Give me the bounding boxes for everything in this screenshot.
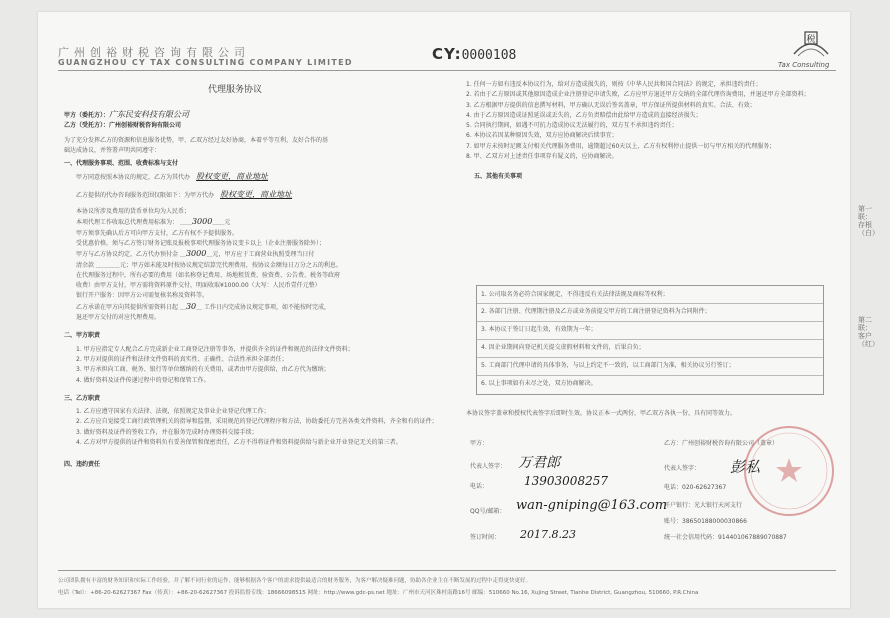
company-name-cn: 广州创裕财税咨询有限公司 [58,46,250,59]
sig-account: 账号：38650188000030866 [664,518,747,525]
s4-item-8: 甲、乙双方对上述责任事项存有疑义的，应协商解决。 [473,153,618,161]
s1-item-6: 乙方承诺在甲方向其提供所需资料日起 [76,303,179,311]
side-label-customer: 第二联：客户（红） [858,316,879,348]
document-number [432,45,516,63]
s1-item-4: 本项代理工作收取总代理费用标准为： [76,219,179,227]
handwritten-name-b: 彭私 [730,458,761,476]
agreement-title: 代理服务协议 [208,85,263,95]
s5-item-6: 以上事项如有未尽之处，双方协商解决。 [488,380,597,387]
left-column: 甲方（委托方）：广东民安科技有限公司 乙方（受托方）：广州创裕财税咨询有限公司 为了充分发挥乙方的资源和信息服务优势，甲、乙双方经过友好协商，本着平等互利、友好合作的基 础达成协议，并签署声明共同遵守： 一、代理服务事项、范围、收费标准与支付 甲方同意按照本协议的规定，乙方为其代办 股权变更，商业地址 乙方提供的代办咨询服务范围仅限如下：为甲方代办 股权变更，商业地址 本协议所涉及费用的货币单位均为人民币； 本项代理工作收取总代理费用标准为： ＿＿3000＿＿元 甲方须事先确认后方可向甲方支付，乙方有权不予提供服务。 受优惠价格，须与乙方签订财务记账及报税事项代理服务协议变卡以上（企业注册服务除外）； 甲方与乙方协议约定，乙方代办预付金 ＿3000＿元，甲方应于工商营业执照受理当日付 清余款 ＿＿＿＿元；甲方如未能及时按协议规定结算完代理费用，按协议金额每日万分之五的利息。 在代理服务过程中，所有必要的费用（如名称登记费用、场地租赁费、验资费、公告费、税务等政府 收费）由甲方支付，甲方需将资料原件交付，明面收取¥1000.00（大写：人民币壹仟元整） 银行开户服务：因甲方公司需复核名称及资料等。 乙方承诺在甲方向其提供所需资料日起 ＿30＿ 工作日内完成协议规定事项，如不能按时完成， 退还甲方交付的对应代理费用。 二、甲方职责 1. 甲方应指定专人配合乙方完成新企业工商登记注册等事务，并提供齐全的证件和规范的法律文件资料； 2. 甲方对提供的证件和法律文件资料的真实性、正确性、合法性承担全部责任； 3. 甲方承担向工商、税务、银行等单位缴纳的有关费用，或者由甲方提供给，由乙方代为缴纳； 4. 做好资料及证件传递过程中的登记和保管工作。 三、乙方职责 1. 乙方应遵守国家有关法律、法规，依照规定及事业企业登记代理工作； 2. 乙方应自觉接受工商行政管理机关的指导和监督，采用规范的登记代理程序和方法，协助委托方完善各类文件资料，齐全和有的证件； 3. 做好资料及证件的签收工作，并在服务完成时办理资料交接手续； 4. 乙方对甲方提供的证件和资料负有妥善保管和保密责任，乙方不得将证件和资料提供给与新企业开业登记无关的第三者。 四、违约责任 [64,100,460,471]
s2-item-3: 甲方承担向工商、税务、银行等单位缴纳的有关费用，或者由甲方提供给，由乙方代为缴纳； [83,366,330,374]
logo-caption: Tax Consulting [778,61,830,69]
s5-item-5: 工商部门代理申请的具体事务，与以上约定不一致的，以工商部门为准，相关协议另行签订； [488,362,735,369]
party-b-value: 广州创裕财税咨询有限公司 [109,122,182,130]
company-seal-icon [742,424,836,518]
header-divider [58,70,836,71]
party-a-label: 甲方（委托方）： [64,112,110,119]
s4-item-2: 若由于乙方原因或其他原因造成企业注册登记申请失败，乙方应甲方退还甲方交纳的全部代理咨询费用，并退还甲方全部资料； [473,91,810,99]
side-label-stub: 第一联：存根（白） [858,205,879,237]
sig-phone-b: 电话：020-62627367 [664,484,727,491]
footer-line-1: 公司团队拥有丰富的财务知识和实际工作经验，并了解不同行业的运作，能够根据各个客户的需求提供最适合的财务服务，为客户解决疑难问题，协助各企业主在不断发展的过程中走得更快更好。 [58,578,532,584]
s5-item-2: 各部门注册、代理期注册及乙方或业务前提交甲方的工商注册登记资料为合同附件； [488,308,711,315]
s2-item-4: 做好资料及证件传递过程中的登记和保管工作。 [83,376,210,384]
s3-item-4: 乙方对甲方提供的证件和资料负有妥善保管和保密责任，乙方不得将证件和资料提供给与新企业开业登记无关的第三者。 [83,439,402,447]
closing-statement: 本协议签字盖章和授权代表签字后即时生效。协议正本一式两份，甲乙双方各执一份，具有同等效力。 [466,410,737,417]
sig-rep-a: 代表人签字： [470,463,507,470]
s1-item-2: 乙方提供的代办咨询服务范围仅限如下：为甲方代办 [76,191,215,199]
sig-party-b: 乙方：广州创裕财税咨询有限公司（盖章） [664,440,779,447]
company-name-en: GUANGZHOU CY TAX CONSULTING COMPANY LIMITED [58,58,353,67]
s4-item-6: 本协议若因某种原因失效，双方应协商解决后续事宜； [473,132,618,140]
sig-rep-b: 代表人签字： [664,465,701,472]
s1-fee: 3000 [191,217,213,227]
svg-text:税: 税 [806,35,816,45]
sig-phone-a: 电话： [470,483,489,490]
sig-bank: 开户银行：光大银行天河支行 [664,502,743,509]
handwritten-email: wan-gniping@163.com [516,498,668,513]
handwritten-phone-a: 13903008257 [524,474,608,488]
sig-date: 签订时间： [470,534,501,541]
s1-handwriting-2: 股权变更，商业地址 [220,189,293,199]
s3-item-2: 乙方应自觉接受工商行政管理机关的指导和监督，采用规范的登记代理程序和方法，协助委托方完善各类文件资料，齐全和有的证件； [83,418,438,426]
s2-item-2: 甲方对提供的证件和法律文件资料的真实性、正确性、合法性承担全部责任； [83,355,288,363]
sig-credit-code: 统一社会信用代码：914401067889070887 [664,534,787,541]
s5-item-4: 因企业期间向登记机关提交虚假材料和文件的，后果自负； [488,344,645,351]
s1-item-1: 甲方同意按照本协议的规定，乙方为其代办 [76,174,191,182]
s3-item-3: 做好资料及证件的签收工作，并在服务完成时办理资料交接手续； [83,428,258,436]
sig-party-a: 甲方： [470,440,489,447]
s5-item-1: 公司取名务必符合国家规定，不得违反有关法律法规及商标等权利； [488,291,669,298]
company-logo-icon [790,28,832,62]
section-3-title: 三、乙方职责 [64,394,101,402]
s4-item-3: 乙方根据甲方提供的信息撰写材料，甲方确认无误后签名盖章，甲方保证所提供材料的真实、合法、有效； [473,101,756,109]
s4-item-5: 合同执行期间，如遇不可抗力造成协议无法履行的，双方互不承担违约责任； [473,122,678,130]
party-a-value: 广东民安科技有限公司 [109,110,190,119]
intro-line-1: 为了充分发挥乙方的资源和信息服务优势，甲、乙双方经过友好协商，本着平等互利、友好合作的基 [64,136,329,144]
party-b-label: 乙方（受托方）： [64,122,110,130]
document-serial: 0000108 [461,48,517,63]
footer-line-2: 电话（Tel）：+86-20-62627367 Fax（传真）：+86-20-62627367 投诉监督专线：18666098515 网址：http://www.gdc-ps.net 地址：广州市天河区珠村南路16号 邮编：510660 No.16, Xujing Street, Tianhe District, Guangzhou, 510660, P.R.China [58,590,699,596]
s1-item-5: 甲方与乙方协议约定，乙方代办预付金 [76,251,179,259]
s1-item-3: 本协议所涉及费用的货币单位均为人民币； [76,208,191,216]
s4-item-4: 由于乙方原因造成证照延误或丢失的，乙方负责赔偿由此给甲方造成的直接经济损失； [473,111,702,119]
s5-item-3: 本协议于签订日起生效，有效期为一年； [488,326,597,333]
s2-item-1: 甲方应指定专人配合乙方完成新企业工商登记注册等事务，并提供齐全的证件和规范的法律文件资料； [83,345,354,353]
handwritten-name-a: 万君郎 [518,455,560,471]
section-4-title: 四、违约责任 [64,461,101,469]
footer-divider [58,570,836,571]
s1-handwriting-1: 股权变更，商业地址 [196,172,269,182]
section-1-title: 一、代理服务事项、范围、收费标准与支付 [64,160,179,168]
handwritten-date: 2017.8.23 [520,528,576,541]
section-5-title: 五、其他有关事项 [474,173,523,181]
s4-item-7: 如甲方未按时足额支付相关代理服务费用，逾期超过60天以上，乙方有权利停止提供一切与甲方相关的代理服务； [473,142,776,150]
sig-qq-email: QQ号/邮箱： [470,508,506,515]
other-matters-table: 1. 公司取名务必符合国家规定，不得违反有关法律法规及商标等权利； 2. 各部门注册、代理期注册及乙方或业务前提交甲方的工商注册登记资料为合同附件； 3. 本协议于签订日起生效，有效期为一年； 4. 因企业期间向登记机关提交虚假材料和文件的，后果自负； 5. 工商部门代理申请的具体事务，与以上约定不一致的，以工商部门为准，相关协议另行签订； 6. 以上事项如有未尽之处，双方协商解决。 [476,285,824,395]
section-2-title: 二、甲方职责 [64,332,101,340]
intro-line-2: 础达成协议，并签署声明共同遵守： [64,146,161,154]
right-column: 1. 任何一方如有违反本协议行为，给对方造成损失的，则按《中华人民共和国合同法》的规定，承担违约责任； 2. 若由于乙方原因或其他原因造成企业注册登记申请失败，乙方应甲方退还甲方交纳的全部代理咨询费用，并退还甲方全部资料； 3. 乙方根据甲方提供的信息撰写材料，甲方确认无误后签名盖章，甲方保证所提供材料的真实、合法、有效； 4. 由于乙方原因造成证照延误或丢失的，乙方负责赔偿由此给甲方造成的直接经济损失； 5. 合同执行期间，如遇不可抗力造成协议无法履行的，双方互不承担违约责任； 6. 本协议若因某种原因失效，双方应协商解决后续事宜； 7. 如甲方未按时足额支付相关代理服务费用，逾期超过60天以上，乙方有权利停止提供一切与甲方相关的代理服务； 8. 甲、乙双方对上述责任事项存有疑义的，应协商解决。 五、其他有关事项 [466,80,836,183]
s3-item-1: 乙方应遵守国家有关法律、法规，依照规定及事业企业登记代理工作； [83,408,270,416]
s1-days: 30 [185,301,197,311]
s4-item-1: 任何一方如有违反本协议行为，给对方造成损失的，则按《中华人民共和国合同法》的规定，承担违约责任； [473,81,762,88]
document-prefix: CY: [432,45,462,63]
